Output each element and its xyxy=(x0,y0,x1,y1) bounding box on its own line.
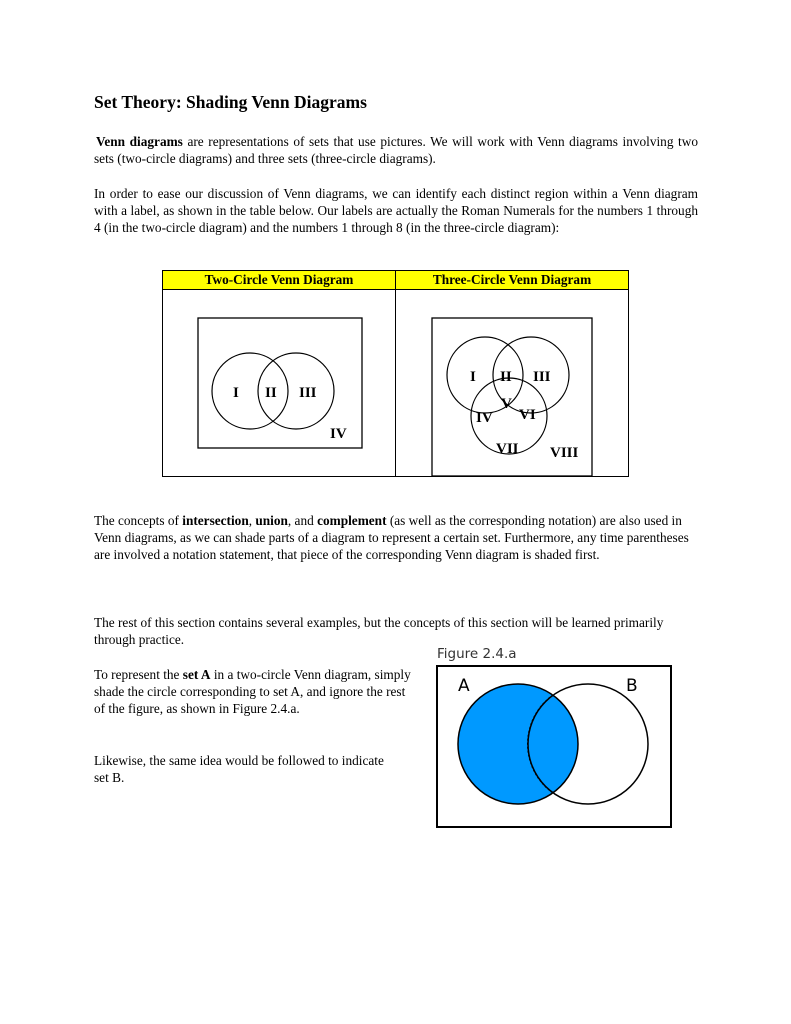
region-label-viii: VIII xyxy=(550,445,579,461)
concepts-paragraph: The concepts of intersection, union, and complement (as well as the corresponding notation) are also used in Venn diagrams, as we can shade parts of a diagram to represent a certain set. Furthermore, any time parentheses are involved a notation statement, that piece of the corresponding Venn diagram is shaded first. xyxy=(94,513,689,563)
term-union: union xyxy=(255,513,288,528)
intro-paragraph xyxy=(94,133,698,167)
set-b-paragraph: Likewise, the same idea would be followed to indicate set B. xyxy=(94,753,384,786)
term-set-a: set A xyxy=(182,667,211,682)
term-intersection: intersection xyxy=(182,513,249,528)
region-label-i: I xyxy=(470,369,476,385)
region-label-iv: IV xyxy=(476,410,493,426)
set-a-paragraph: To represent the set A in a two-circle Venn diagram, simply shade the circle corresponding to set A, and ignore the rest of the figure, as shown in Figure 2.4.a. xyxy=(94,667,411,717)
term-complement: complement xyxy=(317,513,387,528)
region-labels-paragraph: In order to ease our discussion of Venn diagrams, we can identify each distinct region within a Venn diagram with a label, as shown in the table below. Our labels are actually the Roman Numerals for the numbers 1 through 4 (in the two-circle diagram) and the numbers 1 through 8 (in the three-circle diagram): xyxy=(94,186,698,236)
figure-title: Figure 2.4.a xyxy=(437,646,517,662)
intro-term: Venn diagrams xyxy=(96,134,183,149)
region-label-v: V xyxy=(501,396,512,412)
three-circle-header: Three-Circle Venn Diagram xyxy=(396,271,629,290)
page-title: Set Theory: Shading Venn Diagrams xyxy=(94,92,367,112)
practice-paragraph: The rest of this section contains several examples, but the concepts of this section will be learned primarily through practice. xyxy=(94,615,664,648)
region-label-ii: II xyxy=(265,385,277,401)
set-b-label: B xyxy=(626,676,638,696)
region-label-vii: VII xyxy=(496,441,519,457)
region-label-vi: VI xyxy=(519,407,536,423)
intro-text: are representations of sets that use pictures. We will work with Venn diagrams involving two sets (two-circle diagrams) and three sets (three-circle diagrams). xyxy=(94,134,699,167)
figure-2-4-a xyxy=(436,665,672,829)
two-circle-cell xyxy=(163,290,396,477)
set-a-label: A xyxy=(458,676,470,696)
venn-diagram-table xyxy=(162,270,629,477)
set-a-circle xyxy=(458,684,578,804)
region-label-ii: II xyxy=(500,369,512,385)
region-label-iii: III xyxy=(533,369,551,385)
three-circle-venn-diagram xyxy=(396,290,627,476)
region-label-i: I xyxy=(233,385,239,401)
two-circle-header: Two-Circle Venn Diagram xyxy=(163,271,396,290)
two-circle-venn-diagram xyxy=(163,290,394,476)
region-label-iii: III xyxy=(299,385,317,401)
three-circle-cell xyxy=(396,290,629,477)
region-label-iv: IV xyxy=(330,426,347,442)
